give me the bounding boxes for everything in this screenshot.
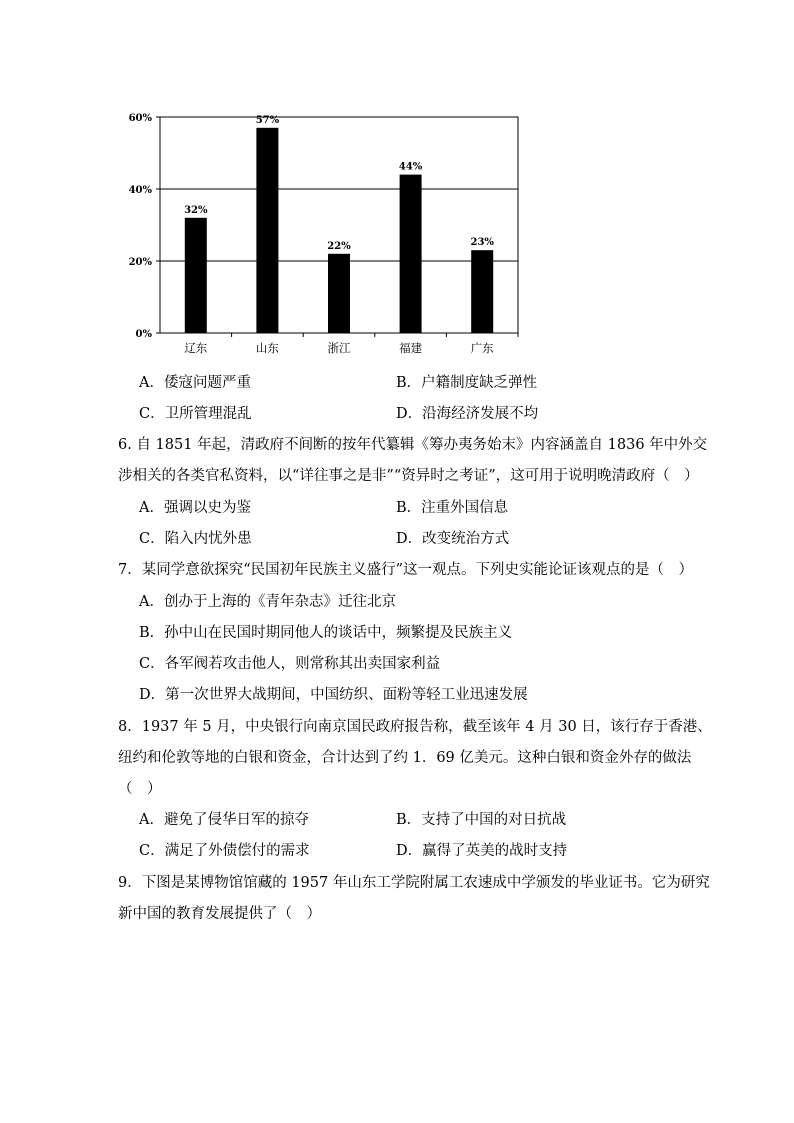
q6-stem-line-1: 6. 自 1851 年起，清政府不间断的按年代纂辑《筹办夷务始末》内容涵盖自 1836 年中外交	[118, 437, 708, 453]
q8-option-a: A．避免了侵华日军的掠夺	[139, 812, 309, 828]
q5-option-d: D．沿海经济发展不均	[396, 406, 539, 422]
bar	[471, 250, 493, 333]
x-category-label: 辽东	[184, 341, 208, 355]
q7-option-b: B．孙中山在民国时期同他人的谈话中，频繁提及民族主义	[139, 625, 513, 641]
q8-option-b: B．支持了中国的对日抗战	[396, 812, 567, 828]
bar	[256, 128, 278, 333]
q9-stem-line-2: 新中国的教育发展提供了（ ）	[118, 906, 321, 922]
y-tick-label: 40%	[128, 185, 152, 196]
q7-option-c: C．各军阀若攻击他人，则常称其出卖国家利益	[139, 656, 441, 672]
q7-stem: 7．某同学意欲探究“民国初年民族主义盛行”这一观点。下列史实能论证该观点的是（ ）	[118, 562, 694, 578]
q6-option-c: C．陷入内忧外患	[139, 531, 252, 547]
bar-value-label: 32%	[184, 204, 208, 216]
q5-option-c: C．卫所管理混乱	[139, 406, 252, 422]
bar	[328, 254, 350, 333]
y-tick-label: 60%	[128, 113, 152, 124]
q6-option-d: D．改变统治方式	[396, 531, 510, 547]
q6-option-a: A．强调以史为鉴	[139, 500, 251, 516]
bar	[185, 218, 207, 333]
x-category-label: 广东	[470, 341, 494, 355]
bar-value-label: 57%	[255, 114, 280, 126]
q8-stem-line-2: 纽约和伦敦等地的白银和资金，合计达到了约 1．69 亿美元。这种白银和资金外存的做法	[118, 750, 692, 766]
q6-option-b: B．注重外国信息	[396, 500, 509, 516]
q7-option-a: A．创办于上海的《青年杂志》迁往北京	[139, 594, 396, 610]
bar-value-label: 23%	[470, 237, 494, 249]
q5-option-b: B．户籍制度缺乏弹性	[396, 375, 538, 391]
bar-value-label: 44%	[398, 161, 423, 173]
q8-option-c: C．满足了外债偿付的需求	[139, 843, 310, 859]
x-category-label: 山东	[255, 341, 279, 355]
q7-option-d: D．第一次世界大战期间，中国纺织、面粉等轻工业迅速发展	[139, 687, 528, 703]
q9-stem-line-1: 9．下图是某博物馆馆藏的 1957 年山东工学院附属工农速成中学颁发的毕业证书。它为研究	[118, 875, 710, 891]
q8-option-d: D．赢得了英美的战时支持	[396, 843, 568, 859]
bar	[400, 175, 422, 333]
x-category-label: 浙江	[327, 341, 351, 355]
bar-value-label: 22%	[327, 240, 351, 252]
y-tick-label: 0%	[135, 329, 152, 340]
q8-stem-line-3: （ ）	[118, 781, 162, 797]
x-category-label: 福建	[399, 341, 423, 355]
q5-option-a: A．倭寇问题严重	[139, 375, 251, 391]
q6-stem-line-2: 涉相关的各类官私资料，以“详往事之是非”“资异时之考证”，这可用于说明晚清政府（ ）	[118, 468, 699, 484]
q8-stem-line-1: 8．1937 年 5 月，中央银行向南京国民政府报告称，截至该年 4 月 30 日，该行存于香港、	[118, 719, 712, 735]
y-tick-label: 20%	[128, 257, 152, 268]
bar-chart	[110, 100, 530, 362]
